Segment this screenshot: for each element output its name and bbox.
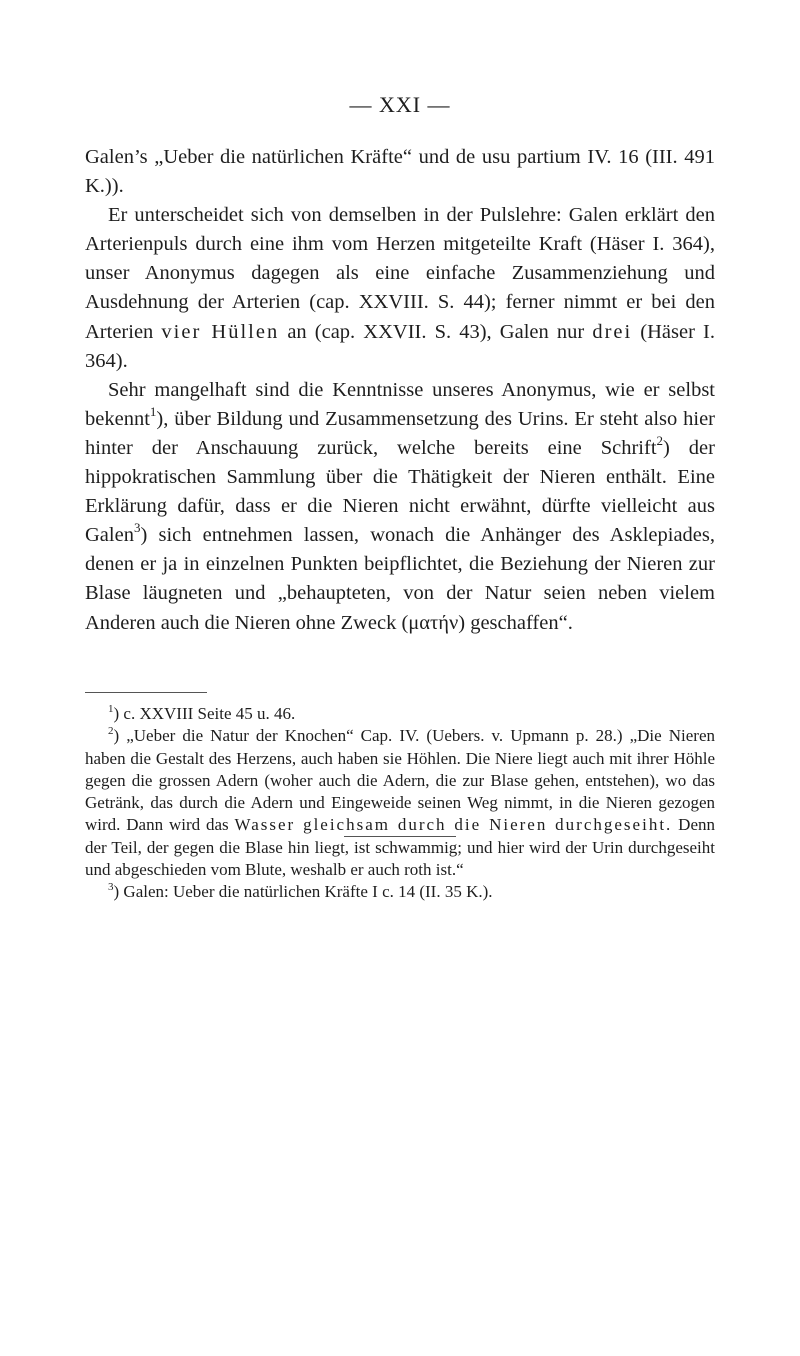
footnote-2-emphasis: Wasser gleichsam durch die Nieren durchgeseiht. (234, 815, 673, 835)
paragraph-2-text-a: Er unterscheidet sich von demselben in der Pulslehre: Galen erklärt den Arterienpuls durch eine ihm vom Herzen mitgeteilte Kraft (Häser I. 364), unser Anonymus dagegen als eine einfache Zusammenziehung und Ausdehnung der Arterien (cap. XXVIII. S. 44); ferner nimmt er bei den Arterien (85, 204, 715, 343)
paragraph-2-text-e: (Häser I. 364). (85, 320, 715, 372)
footnote-2 (85, 725, 715, 881)
paragraph-3-text-d: ) sich entnehmen lassen, wonach die Anhänger des Asklepiades, denen er ja in einzelnen Punkten beipflichtet, die Beziehung der Nieren zur Blase läugneten und „behaupteten, von der Natur seien neben vielem Anderen auch die Nieren ohne Zweck (ματήν) geschaffen“. (85, 524, 715, 634)
paragraph-2 (85, 201, 715, 376)
footnote-1 (85, 703, 715, 725)
footnote-2-text-a: ) „Ueber die Natur der Knochen“ Cap. IV. (Uebers. v. Upmann p. 28.) „Die Nieren haben die Gestalt des Herzens, auch haben sie Höhlen. Die Niere liegt auch mit ihrer Höhle gegen die grossen Adern (woher auch die Adern, die zur Blase gehen, entstehen), wo das Getränk, das durch die Adern und Eingeweide seinen Weg nimmt, in die Nieren gezogen wird. Dann wird das (85, 726, 715, 835)
footnote-ref-2: 2 (656, 432, 664, 448)
footnotes (85, 703, 715, 904)
end-rule (344, 836, 456, 837)
footnote-separator (85, 692, 207, 693)
footnote-2-mark: 2 (108, 725, 114, 738)
emphasis-vier-huellen: vier Hüllen (161, 320, 280, 343)
footnote-1-mark: 1 (108, 703, 114, 715)
footnote-3-mark: 3 (108, 881, 114, 894)
paragraph-1: Galen’s „Ueber die natürlichen Kräfte“ und de usu partium IV. 16 (III. 491 K.)). (85, 146, 715, 198)
main-text (85, 143, 715, 638)
footnote-1-text: ) c. XXVIII Seite 45 u. 46. (113, 704, 296, 723)
footnote-3 (85, 881, 715, 903)
page-number-header: — XXI — (349, 92, 451, 117)
paragraph-3-text-c: ) der hippokratischen Sammlung über die Thätigkeit der Nieren enthält. Eine Erklärung dafür, dass er die Nieren nicht erwähnt, dürfte vielleicht aus Galen (85, 436, 715, 547)
paragraph-2-text-c: an (cap. XXVII. S. 43), Galen nur (279, 320, 593, 343)
paragraph-3-text-b: ), über Bildung und Zusammensetzung des Urins. Er steht also hier hinter der Anschauung zurück, welche bereits eine Schrift (85, 407, 715, 459)
footnote-ref-1: 1 (149, 403, 157, 419)
paragraph-3 (85, 376, 715, 638)
footnote-ref-3: 3 (133, 520, 141, 536)
footnote-2-text-c: Denn der Teil, der gegen die Blase hin liegt, ist schwammig; und hier wird der Urin durchgeseiht und abgeschieden vom Blute, weshalb er auch roth ist.“ (85, 815, 715, 880)
emphasis-drei: drei (592, 320, 633, 343)
footnote-3-text: ) Galen: Ueber die natürlichen Kräfte I c. 14 (II. 35 K.). (113, 882, 493, 902)
paragraph-3-text-a: Sehr mangelhaft sind die Kenntnisse unseres Anonymus, wie er selbst bekennt (85, 378, 715, 430)
